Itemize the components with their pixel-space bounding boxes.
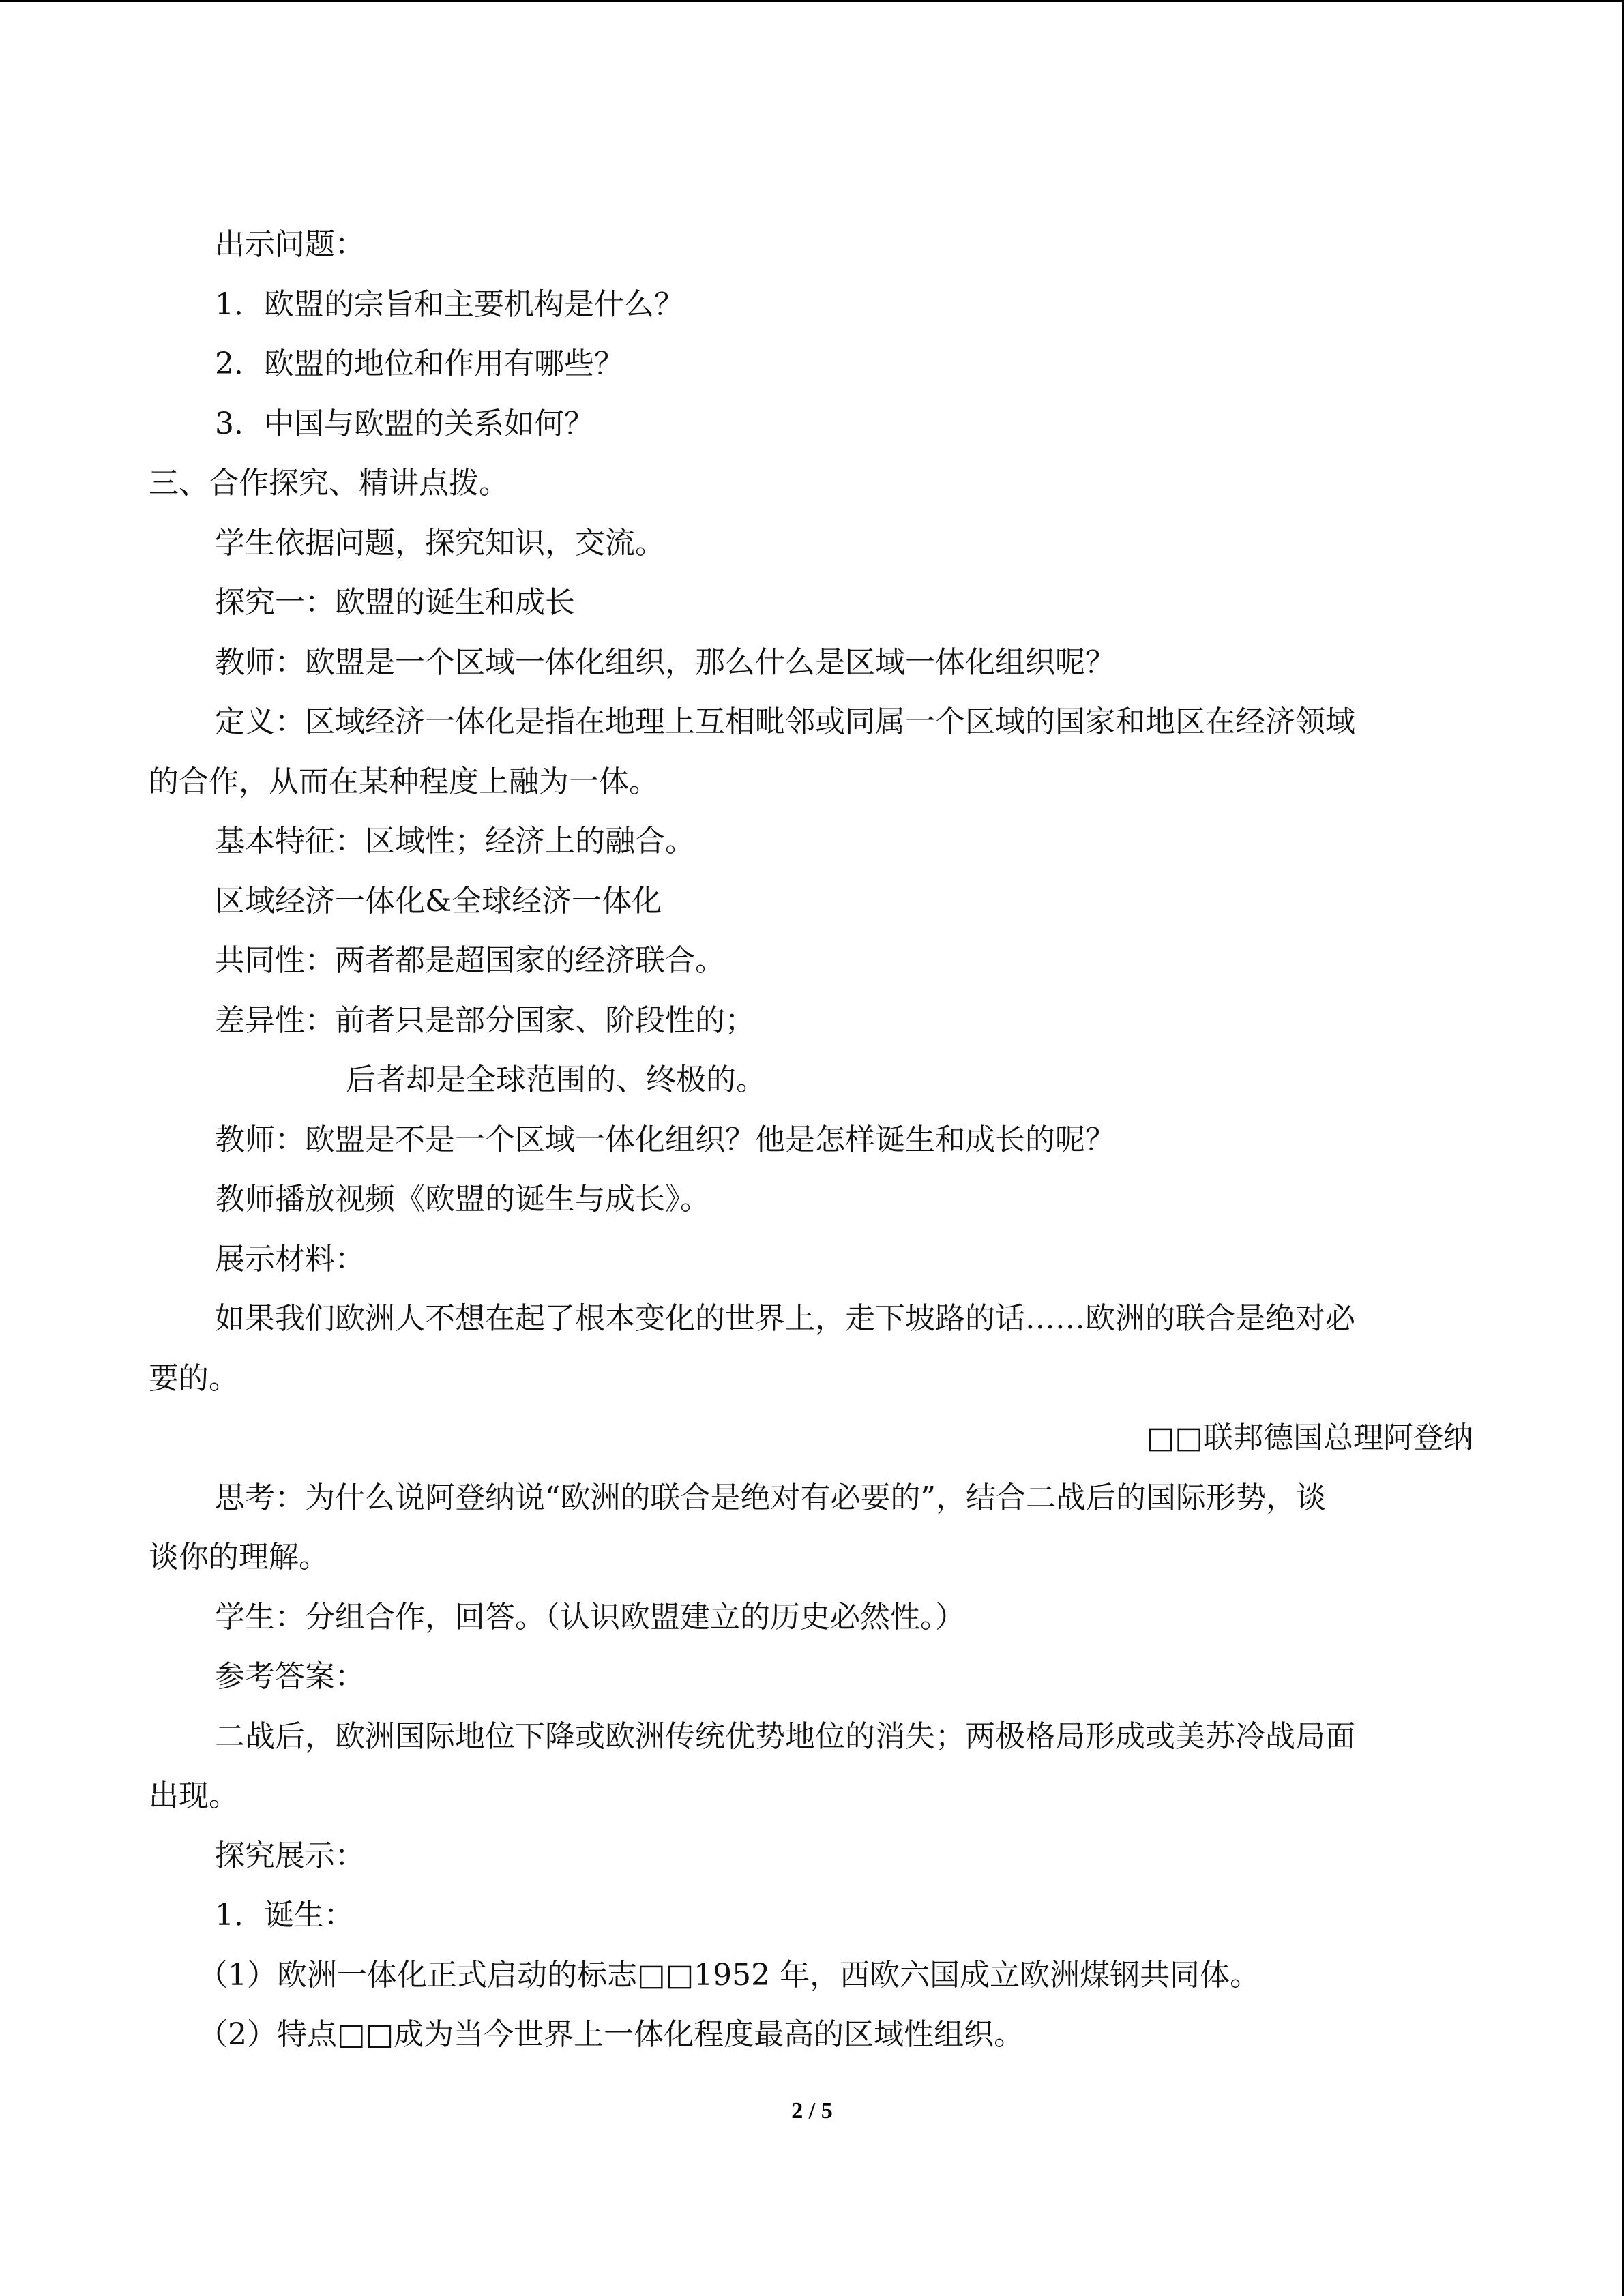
text-line: 3．中国与欧盟的关系如何？ (215, 406, 594, 441)
text-line: 出现。 (149, 1778, 239, 1813)
text-line: 2．欧盟的地位和作用有哪些？ (215, 346, 624, 381)
text-line: 后者却是全球范围的、终极的。 (346, 1062, 766, 1097)
text-line: 1．欧盟的宗旨和主要机构是什么？ (215, 286, 684, 322)
quote-line: 如果我们欧洲人不想在起了根本变化的世界上，走下坡路的话……欧洲的联合是绝对必 (215, 1301, 1355, 1336)
text-line: 学生依据问题，探究知识，交流。 (215, 525, 665, 561)
text-line: 教师播放视频《欧盟的诞生与成长》。 (215, 1182, 710, 1217)
text-line: 学生：分组合作，回答。（认识欧盟建立的历史必然性。） (215, 1599, 965, 1635)
text-line: 定义：区域经济一体化是指在地理上互相毗邻或同属一个区域的国家和地区在经济领域 (215, 704, 1355, 739)
page-number: 2 / 5 (791, 2098, 833, 2123)
text-line: 1．诞生： (215, 1898, 354, 1933)
text-line: 共同性：两者都是超国家的经济联合。 (215, 943, 725, 978)
text-line: 谈你的理解。 (149, 1540, 329, 1575)
text-line: 基本特征：区域性；经济上的融合。 (215, 824, 695, 859)
section-heading: 三、合作探究、精讲点拨。 (149, 466, 509, 501)
document-body (149, 215, 1476, 2065)
text-line: 区域经济一体化&全球经济一体化 (215, 883, 662, 919)
text-line: 差异性：前者只是部分国家、阶段性的； (215, 1002, 755, 1038)
text-line: （1）欧洲一体化正式启动的标志□□1952 年，西欧六国成立欧洲煤钢共同体。 (198, 1957, 1260, 1993)
text-line: 二战后，欧洲国际地位下降或欧洲传统优势地位的消失；两极格局形成或美苏冷战局面 (215, 1718, 1355, 1754)
text-line: 展示材料： (215, 1241, 365, 1277)
text-line: 探究展示： (215, 1838, 365, 1873)
text-line: 教师：欧盟是一个区域一体化组织，那么什么是区域一体化组织呢？ (215, 644, 1115, 680)
text-line: 探究一：欧盟的诞生和成长 (215, 585, 575, 620)
text-line: 思考：为什么说阿登纳说“欧洲的联合是绝对有必要的”，结合二战后的国际形势，谈 (215, 1480, 1326, 1515)
text-line: 的合作，从而在某种程度上融为一体。 (149, 764, 659, 799)
text-line: 出示问题： (215, 227, 365, 262)
text-line: （2）特点□□成为当今世界上一体化程度最高的区域性组织。 (198, 2017, 1024, 2052)
text-line: 参考答案： (215, 1659, 365, 1694)
text-line: 教师：欧盟是不是一个区域一体化组织？他是怎样诞生和成长的呢？ (215, 1122, 1115, 1157)
quote-attribution: □□联邦德国总理阿登纳 (1146, 1420, 1473, 1455)
quote-line: 要的。 (149, 1360, 239, 1396)
